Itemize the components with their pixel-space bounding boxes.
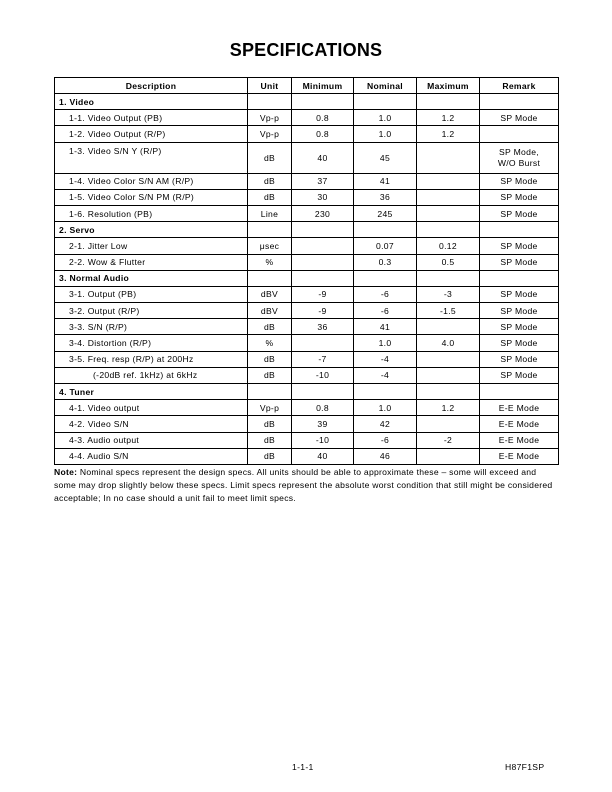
row-unit: dBV bbox=[248, 286, 292, 302]
row-minimum bbox=[292, 238, 354, 254]
row-maximum bbox=[417, 142, 480, 173]
row-minimum bbox=[292, 254, 354, 270]
row-description: (-20dB ref. 1kHz) at 6kHz bbox=[55, 367, 248, 383]
row-description: 1-4. Video Color S/N AM (R/P) bbox=[55, 173, 248, 189]
document-code: H87F1SP bbox=[505, 762, 545, 772]
remark-line-2: W/O Burst bbox=[497, 157, 541, 168]
row-minimum: 30 bbox=[292, 189, 354, 205]
table-row bbox=[55, 319, 559, 335]
row-description: 1-6. Resolution (PB) bbox=[55, 205, 248, 221]
row-unit: dB bbox=[248, 367, 292, 383]
row-description: 3-1. Output (PB) bbox=[55, 286, 248, 302]
row-maximum bbox=[417, 173, 480, 189]
header-minimum: Minimum bbox=[292, 78, 354, 94]
row-nominal: -6 bbox=[354, 303, 417, 319]
row-description: 4-4. Audio S/N bbox=[55, 448, 248, 464]
row-nominal: 1.0 bbox=[354, 126, 417, 142]
row-nominal: -4 bbox=[354, 351, 417, 367]
row-remark: SP Mode bbox=[480, 189, 559, 205]
row-nominal: 1.0 bbox=[354, 400, 417, 416]
row-nominal: 36 bbox=[354, 189, 417, 205]
row-minimum: -10 bbox=[292, 367, 354, 383]
row-minimum: -9 bbox=[292, 286, 354, 302]
row-nominal: 1.0 bbox=[354, 110, 417, 126]
row-nominal: 41 bbox=[354, 319, 417, 335]
header-remark: Remark bbox=[480, 78, 559, 94]
row-description: 1-3. Video S/N Y (R/P) bbox=[55, 142, 248, 173]
row-nominal: -4 bbox=[354, 367, 417, 383]
row-maximum bbox=[417, 448, 480, 464]
row-maximum bbox=[417, 367, 480, 383]
row-unit: Vp-p bbox=[248, 110, 292, 126]
row-minimum: 40 bbox=[292, 142, 354, 173]
row-unit: dB bbox=[248, 448, 292, 464]
row-minimum: -9 bbox=[292, 303, 354, 319]
row-maximum bbox=[417, 416, 480, 432]
row-description: 2-2. Wow & Flutter bbox=[55, 254, 248, 270]
row-maximum bbox=[417, 205, 480, 221]
row-description: 1-1. Video Output (PB) bbox=[55, 110, 248, 126]
row-minimum: 0.8 bbox=[292, 126, 354, 142]
section-row-servo bbox=[55, 222, 559, 238]
header-unit: Unit bbox=[248, 78, 292, 94]
row-description: 4-2. Video S/N bbox=[55, 416, 248, 432]
row-nominal: 45 bbox=[354, 142, 417, 173]
table-row bbox=[55, 335, 559, 351]
row-description: 2-1. Jitter Low bbox=[55, 238, 248, 254]
row-nominal: -6 bbox=[354, 286, 417, 302]
row-remark: SP Mode bbox=[480, 173, 559, 189]
section-label: 4. Tuner bbox=[55, 384, 248, 400]
row-unit: dB bbox=[248, 416, 292, 432]
section-label: 2. Servo bbox=[55, 222, 248, 238]
row-maximum: 1.2 bbox=[417, 110, 480, 126]
row-remark bbox=[480, 142, 559, 173]
specifications-table bbox=[54, 77, 559, 465]
row-minimum: 39 bbox=[292, 416, 354, 432]
row-minimum: -10 bbox=[292, 432, 354, 448]
row-remark: SP Mode bbox=[480, 335, 559, 351]
row-minimum: -7 bbox=[292, 351, 354, 367]
row-remark: SP Mode bbox=[480, 319, 559, 335]
row-remark: E-E Mode bbox=[480, 400, 559, 416]
row-remark bbox=[480, 126, 559, 142]
table-header-row bbox=[55, 78, 559, 94]
row-description: 3-5. Freq. resp (R/P) at 200Hz bbox=[55, 351, 248, 367]
row-unit: dB bbox=[248, 319, 292, 335]
row-unit: Vp-p bbox=[248, 126, 292, 142]
table-row bbox=[55, 142, 559, 173]
row-minimum: 36 bbox=[292, 319, 354, 335]
table-row bbox=[55, 400, 559, 416]
row-maximum bbox=[417, 319, 480, 335]
table-row bbox=[55, 286, 559, 302]
table-row bbox=[55, 416, 559, 432]
row-maximum bbox=[417, 189, 480, 205]
row-remark: E-E Mode bbox=[480, 432, 559, 448]
row-unit: Vp-p bbox=[248, 400, 292, 416]
row-minimum: 0.8 bbox=[292, 400, 354, 416]
row-unit: dB bbox=[248, 351, 292, 367]
row-unit: dB bbox=[248, 173, 292, 189]
row-nominal: 0.07 bbox=[354, 238, 417, 254]
row-nominal: -6 bbox=[354, 432, 417, 448]
section-label: 1. Video bbox=[55, 94, 248, 110]
row-description: 4-3. Audio output bbox=[55, 432, 248, 448]
note-paragraph bbox=[54, 466, 560, 505]
section-row-tuner bbox=[55, 384, 559, 400]
row-maximum bbox=[417, 351, 480, 367]
row-minimum: 37 bbox=[292, 173, 354, 189]
table-row bbox=[55, 367, 559, 383]
row-nominal: 1.0 bbox=[354, 335, 417, 351]
note-text: Nominal specs represent the design specs. All units should be able to approximate these – some will exceed and some may drop slightly below these specs. Limit specs represent the absolute worst condition that still might be considered acceptable; In no case should a unit fail to meet limit specs. bbox=[54, 467, 553, 503]
row-remark: SP Mode bbox=[480, 303, 559, 319]
row-unit: % bbox=[248, 254, 292, 270]
row-remark: E-E Mode bbox=[480, 448, 559, 464]
row-remark: SP Mode bbox=[480, 351, 559, 367]
row-nominal: 42 bbox=[354, 416, 417, 432]
page-number: 1-1-1 bbox=[292, 762, 314, 772]
table-row bbox=[55, 303, 559, 319]
row-remark: SP Mode bbox=[480, 367, 559, 383]
row-unit: dB bbox=[248, 432, 292, 448]
header-maximum: Maximum bbox=[417, 78, 480, 94]
section-label: 3. Normal Audio bbox=[55, 270, 248, 286]
row-description: 1-5. Video Color S/N PM (R/P) bbox=[55, 189, 248, 205]
table-row bbox=[55, 351, 559, 367]
row-unit: μsec bbox=[248, 238, 292, 254]
table-row bbox=[55, 173, 559, 189]
note-label: Note: bbox=[54, 467, 78, 477]
row-remark: E-E Mode bbox=[480, 416, 559, 432]
header-description: Description bbox=[55, 78, 248, 94]
section-row-video bbox=[55, 94, 559, 110]
row-nominal: 0.3 bbox=[354, 254, 417, 270]
row-maximum: 4.0 bbox=[417, 335, 480, 351]
row-remark: SP Mode bbox=[480, 110, 559, 126]
row-maximum: -1.5 bbox=[417, 303, 480, 319]
table-row bbox=[55, 189, 559, 205]
row-description: 3-4. Distortion (R/P) bbox=[55, 335, 248, 351]
table-row bbox=[55, 448, 559, 464]
row-minimum: 0.8 bbox=[292, 110, 354, 126]
row-maximum: 0.5 bbox=[417, 254, 480, 270]
row-remark: SP Mode bbox=[480, 205, 559, 221]
row-unit: Line bbox=[248, 205, 292, 221]
row-unit: dB bbox=[248, 142, 292, 173]
row-maximum: 1.2 bbox=[417, 126, 480, 142]
section-row-normal-audio bbox=[55, 270, 559, 286]
row-maximum: 0.12 bbox=[417, 238, 480, 254]
header-nominal: Nominal bbox=[354, 78, 417, 94]
row-maximum: -2 bbox=[417, 432, 480, 448]
row-remark: SP Mode bbox=[480, 286, 559, 302]
row-nominal: 245 bbox=[354, 205, 417, 221]
row-maximum: -3 bbox=[417, 286, 480, 302]
row-nominal: 46 bbox=[354, 448, 417, 464]
table-row bbox=[55, 254, 559, 270]
table-row bbox=[55, 205, 559, 221]
remark-line-1: SP Mode, bbox=[499, 146, 539, 157]
row-unit: % bbox=[248, 335, 292, 351]
row-minimum: 230 bbox=[292, 205, 354, 221]
table-row bbox=[55, 238, 559, 254]
row-remark: SP Mode bbox=[480, 254, 559, 270]
table-row bbox=[55, 110, 559, 126]
row-description: 1-2. Video Output (R/P) bbox=[55, 126, 248, 142]
table-row bbox=[55, 432, 559, 448]
row-minimum: 40 bbox=[292, 448, 354, 464]
page-title: SPECIFICATIONS bbox=[229, 40, 383, 60]
row-description: 3-2. Output (R/P) bbox=[55, 303, 248, 319]
row-description: 3-3. S/N (R/P) bbox=[55, 319, 248, 335]
row-description: 4-1. Video output bbox=[55, 400, 248, 416]
row-minimum bbox=[292, 335, 354, 351]
row-remark: SP Mode bbox=[480, 238, 559, 254]
row-maximum: 1.2 bbox=[417, 400, 480, 416]
table-row bbox=[55, 126, 559, 142]
row-nominal: 41 bbox=[354, 173, 417, 189]
row-unit: dB bbox=[248, 189, 292, 205]
row-unit: dBV bbox=[248, 303, 292, 319]
